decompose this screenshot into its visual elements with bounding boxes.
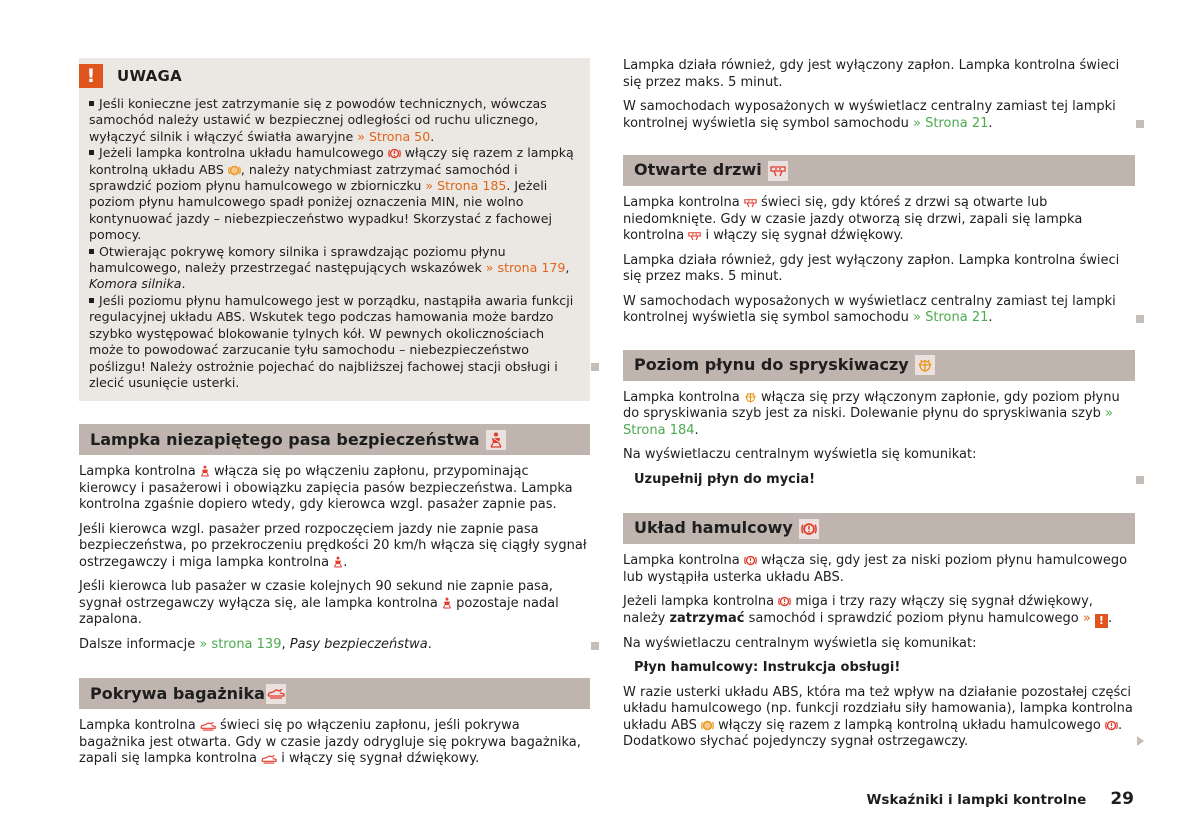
door-open-icon <box>744 198 757 208</box>
trunk-continued-paragraph: W samochodach wyposażonych w wyświetlacz centralny zamiast tej lampki kontrolnej wyświetla się symbol samochodu » Strona 21. <box>623 99 1135 132</box>
section-header-trunk: Pokrywa bagażnika <box>79 678 590 709</box>
trunk-paragraph: Lampka kontrolna świeci się po włączeniu zapłonu, jeśli pokrywa bagażnika jest otwarta. Gdy w czasie jazdy odrygluje się pokrywa bagażnika, zapali się lampka kontrolna i włączy się sygnał dźwiękowy. <box>79 718 581 767</box>
brake-warning-icon <box>1105 720 1118 731</box>
page-link[interactable]: » Strona 184 <box>623 406 1114 438</box>
display-message: Uzupełnij płyn do mycia! <box>634 471 816 487</box>
section-header-doors: Otwarte drzwi <box>623 155 1135 186</box>
section-header-seatbelt: Lampka niezapiętego pasa bezpieczeństwa <box>79 424 590 455</box>
bullet-icon <box>89 249 94 254</box>
section-end-marker <box>591 363 599 371</box>
warning-header <box>79 62 580 90</box>
brake-warning-icon <box>388 148 401 159</box>
bullet-icon <box>89 298 94 303</box>
bullet-icon <box>89 101 94 106</box>
page-number: 29 <box>1110 789 1134 809</box>
page-footer <box>867 791 1134 809</box>
page-link[interactable]: » strona 139 <box>199 636 282 652</box>
seatbelt-icon <box>442 597 452 609</box>
section-header-washer: Poziom płynu do spryskiwaczy <box>623 350 1135 381</box>
washer-fluid-icon <box>915 355 935 375</box>
page-link[interactable]: » Strona 50 <box>357 128 431 144</box>
brakes-paragraph: Na wyświetlaczu centralnym wyświetla się komunikat: <box>623 635 977 651</box>
brakes-paragraph: W razie usterki układu ABS, która ma też wpływ na działanie pozostałej części układu hamulcowego (np. funkcji rozdziału siły hamowania), lampka kontrolna układu ABS włączy się razem z lampką kontrolną układu hamulcowego . Dodatkowo słychać pojedynczy sygnał ostrzegawczy. <box>623 684 1133 749</box>
doors-paragraph: Lampka kontrolna świeci się, gdy któreś z drzwi są otwarte lub niedomknięte. Gdy w czasie jazdy otworzą się drzwi, zapali się lampka kontrolna i włączy się sygnał dźwiękowy. <box>623 195 1083 243</box>
warning-body <box>89 96 580 391</box>
doors-paragraph: Lampka działa również, gdy jest wyłączony zapłon. Lampka kontrolna świeci się przez maks. 5 minut. <box>623 252 1120 284</box>
abs-icon <box>701 720 714 731</box>
left-column <box>79 58 590 776</box>
exclamation-icon[interactable]: ! <box>1095 614 1108 628</box>
seatbelt-icon <box>486 430 506 450</box>
washer-fluid-icon <box>744 391 757 403</box>
section-end-marker <box>1136 315 1144 323</box>
warning-item: Jeżeli lampka kontrolna układu hamulcowego włączy się razem z lampką kontrolną układu ABS , należy natychmiast zatrzymać samochód i sprawdzić poziom płynu hamulcowego w zbiorniczku » Strona 185. Jeżeli poziom płynu hamulcowego spadł poniżej oznaczenia MIN, nie wolno kontynuować jazdy – niebezpieczeństwo wypadku! Skorzystać z fachowej pomocy. <box>89 145 574 243</box>
continue-arrow-icon <box>1137 736 1144 746</box>
brakes-paragraph: Jeżeli lampka kontrolna miga i trzy razy włączy się sygnał dźwiękowy, należy zatrzymać samochód i sprawdzić poziom płynu hamulcowego » ! . <box>623 594 1113 627</box>
page-link[interactable]: » Strona 185 <box>425 178 507 194</box>
trunk-continued-paragraph: Lampka działa również, gdy jest wyłączony zapłon. Lampka kontrolna świeci się przez maks. 5 minut. <box>623 58 1120 90</box>
bullet-icon <box>89 150 94 155</box>
warning-box <box>79 58 590 401</box>
door-open-icon <box>688 231 701 241</box>
brakes-paragraph: Lampka kontrolna włącza się, gdy jest za niski poziom płynu hamulcowego lub wystąpiła usterka układu ABS. <box>623 553 1128 585</box>
section-header-brakes: Układ hamulcowy <box>623 513 1135 544</box>
seatbelt-icon <box>333 556 343 568</box>
warning-item: Jeśli poziomu płynu hamulcowego jest w porządku, nastąpiła awaria funkcji regulacyjnej układu ABS. Wskutek tego podczas hamowania może bardzo szybko występować blokowanie tylnych kół. W pewnych okolicznościach może to powodować zarzucanie tyłu samochodu – niebezpieczeństwo poślizgu! Należy ostrożnie pojechać do najbliższej fachowej stacji obsługi i zlecić usunięcie usterki. <box>89 292 574 390</box>
page-link[interactable]: » Strona 21 <box>913 115 989 131</box>
warning-item: Jeśli konieczne jest zatrzymanie się z powodów technicznych, wówczas samochód należy ustawić w bezpiecznej odległości od ruchu ulicznego, wyłączyć silnik i włączyć światła awaryjne » Strona 50. <box>89 96 547 144</box>
seatbelt-paragraph: Dalsze informacje » strona 139, Pasy bezpieczeństwa. <box>79 637 590 654</box>
display-message: Płyn hamulcowy: Instrukcja obsługi! <box>634 660 901 675</box>
trunk-open-icon <box>261 755 277 764</box>
section-end-marker <box>591 642 599 650</box>
page-link[interactable]: » strona 179 <box>485 260 566 276</box>
trunk-open-icon <box>200 722 216 731</box>
warning-title: UWAGA <box>117 66 183 85</box>
page-link[interactable]: » Strona 21 <box>913 310 989 325</box>
seatbelt-paragraph: Jeśli kierowca lub pasażer w czasie kolejnych 90 sekund nie zapnie pasa, sygnał ostrzegawczy wyłącza się, ale lampka kontrolna pozostaje nadal zapalona. <box>79 579 559 628</box>
right-column <box>623 58 1135 759</box>
seatbelt-paragraph: Lampka kontrolna włącza się po włączeniu zapłonu, przypominając kierowcy i pasażerowi i obowiązku zapięcia pasów bezpieczeństwa. Lampka kontrolna zgaśnie dopiero wtedy, gdy kierowca wzgl. pasażer zapnie pas. <box>79 464 573 513</box>
chapter-title: Wskaźniki i lampki kontrolne <box>866 792 1087 808</box>
warning-link[interactable]: » <box>1082 610 1091 626</box>
washer-paragraph: Na wyświetlaczu centralnym wyświetla się komunikat: <box>623 447 977 462</box>
doors-paragraph: W samochodach wyposażonych w wyświetlacz centralny zamiast tej lampki kontrolnej wyświetla się symbol samochodu » Strona 21. <box>623 294 1135 327</box>
exclamation-icon: ! <box>79 64 103 88</box>
abs-icon <box>228 165 241 176</box>
washer-paragraph: Lampka kontrolna włącza się przy włączonym zapłonie, gdy poziom płynu do spryskiwania szyb jest za niski. Dolewanie płynu do spryskiwania szyb » Strona 184. <box>623 389 1120 438</box>
section-end-marker <box>1136 476 1144 484</box>
trunk-open-icon <box>266 684 286 704</box>
brake-warning-icon <box>778 596 791 607</box>
seatbelt-icon <box>200 465 210 477</box>
section-end-marker <box>1136 120 1144 128</box>
door-open-icon <box>768 161 788 181</box>
brake-warning-icon <box>799 519 819 539</box>
warning-item: Otwierając pokrywę komory silnika i sprawdzając poziomu płynu hamulcowego, należy przestrzegać następujących wskazówek » strona 179, Komora silnika. <box>89 243 570 292</box>
brake-warning-icon <box>744 555 757 566</box>
seatbelt-paragraph: Jeśli kierowca wzgl. pasażer przed rozpoczęciem jazdy nie zapnie pasa bezpieczeństwa, po przekroczeniu prędkości 20 km/h włącza się ciągły sygnał ostrzegawczy i miga lampka kontrolna . <box>79 521 587 570</box>
